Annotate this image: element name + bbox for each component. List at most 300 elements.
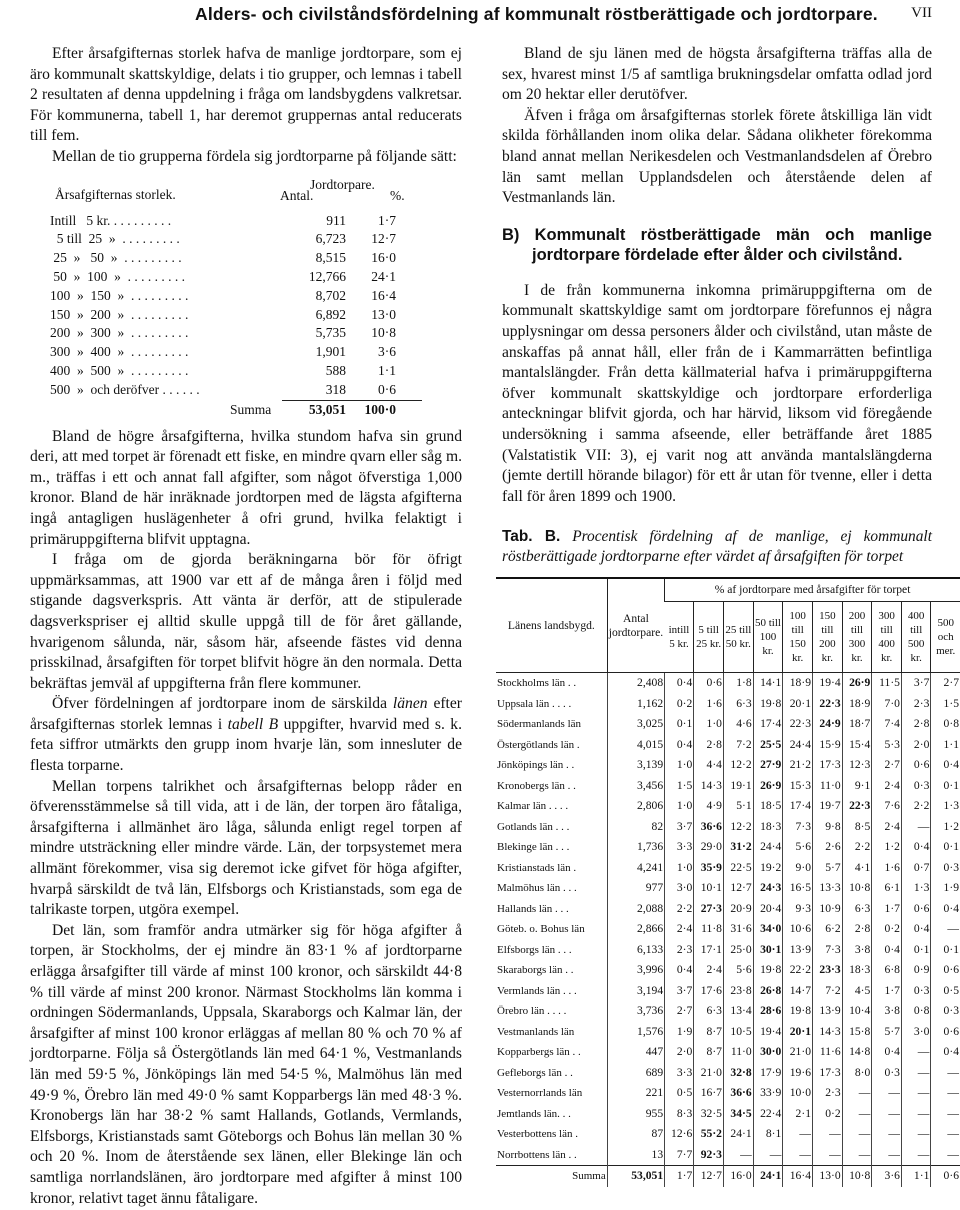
- row-value: —: [842, 1104, 872, 1125]
- row-value: 8·7: [694, 1042, 724, 1063]
- row-lan: Norrbottens län . .: [497, 1148, 577, 1161]
- row-value: 18·7: [842, 714, 872, 735]
- row-value: 1·9: [931, 878, 960, 899]
- row-value: 2·4: [665, 919, 694, 940]
- row-value: —: [901, 1042, 930, 1063]
- row-value: 13·9: [783, 940, 813, 961]
- row-lan: Blekinge län . . .: [497, 841, 570, 854]
- row-value: 13·0: [813, 1166, 843, 1187]
- row-pct: 16·0: [371, 250, 396, 266]
- row-label: 150 » 200 » . . . . . . . . .: [50, 306, 189, 322]
- row-lan: Vesterbottens län .: [497, 1128, 578, 1141]
- section-heading: B) Kommunalt röstberättigade män och manlige jordtorpare fördelade efter ålder och civilstånd.: [502, 225, 932, 264]
- table-row: [496, 755, 960, 776]
- row-value: —: [931, 1145, 960, 1166]
- row-value: 7·7: [665, 1145, 694, 1166]
- row-lan: Gotlands län . . .: [497, 820, 570, 833]
- row-label: Intill 5 kr. . . . . . . . . .: [50, 212, 172, 228]
- row-antal: 3,456: [607, 776, 664, 797]
- row-value: —: [842, 1145, 872, 1166]
- row-value: 1·0: [665, 755, 694, 776]
- row-value: 4·1: [842, 858, 872, 879]
- row-value: —: [901, 1145, 930, 1166]
- column-header-band: 5 till 25 kr.: [694, 602, 724, 673]
- row-value: 2·4: [872, 817, 902, 838]
- table-row: [496, 1083, 960, 1104]
- row-value: 32·5: [694, 1104, 724, 1125]
- row-value: 0·4: [931, 1042, 960, 1063]
- row-lan: Stockholms län . .: [497, 677, 577, 690]
- row-value: 2·0: [665, 1042, 694, 1063]
- table-row: [50, 268, 450, 286]
- row-pct: 10·8: [371, 325, 396, 341]
- row-pct: 24·1: [371, 268, 396, 284]
- row-value: 10·8: [842, 878, 872, 899]
- row-value: 22·5: [723, 858, 753, 879]
- row-value: 0·1: [931, 940, 960, 961]
- row-antal: 447: [607, 1042, 664, 1063]
- row-value: 0·6: [694, 673, 724, 694]
- row-pct: 3·6: [378, 344, 396, 360]
- row-value: 17·1: [694, 940, 724, 961]
- row-value: 11·6: [813, 1042, 843, 1063]
- row-value: 19·6: [783, 1063, 813, 1084]
- row-value: 36·6: [723, 1083, 753, 1104]
- row-value: 12·7: [723, 878, 753, 899]
- row-label: 300 » 400 » . . . . . . . . .: [50, 344, 189, 360]
- paragraph: Äfven i fråga om årsafgifternas storlek förete åtskilliga län vidt skilda förhållanden inom olika delar. Sådana olikheter förekomma bland annat mellan Nerikesdelen och Vestmanlandsdelen af Örebro län samt mellan Upplandsdelen och återstående delen af Vestmanlands län.: [502, 106, 932, 207]
- row-value: 4·6: [723, 714, 753, 735]
- row-value: 18·9: [842, 694, 872, 715]
- row-value: 18·3: [842, 960, 872, 981]
- column-header-band: 50 till 100 kr.: [753, 602, 783, 673]
- row-lan: Kopparbergs län . .: [497, 1046, 581, 1059]
- row-value: 9·8: [813, 817, 843, 838]
- sum-label: Summa: [230, 401, 272, 417]
- row-value: 1·0: [665, 858, 694, 879]
- row-antal: 8,515: [315, 250, 346, 266]
- table-row: [50, 212, 450, 230]
- row-value: 19·7: [813, 796, 843, 817]
- row-value: 8·5: [842, 817, 872, 838]
- row-value: 4·9: [694, 796, 724, 817]
- row-value: 14·3: [813, 1022, 843, 1043]
- row-lan: Göteb. o. Bohus län: [497, 923, 585, 936]
- table-row: [50, 287, 450, 305]
- row-pct: 1·1: [378, 362, 396, 378]
- row-value: —: [872, 1124, 902, 1145]
- row-value: 0·1: [931, 776, 960, 797]
- table-row: [50, 343, 450, 361]
- table-row: [50, 324, 450, 342]
- row-value: —: [783, 1145, 813, 1166]
- table-row: [496, 981, 960, 1002]
- row-value: 34·0: [753, 919, 783, 940]
- row-value: 31·2: [723, 837, 753, 858]
- row-value: 3·7: [665, 981, 694, 1002]
- row-value: —: [813, 1145, 843, 1166]
- column-header-antal: Antal jordtorpare.: [607, 578, 664, 673]
- row-value: 1·5: [665, 776, 694, 797]
- row-value: 9·0: [783, 858, 813, 879]
- row-lan: Skaraborgs län . .: [497, 964, 574, 977]
- table-row: [50, 362, 450, 380]
- row-value: 17·9: [753, 1063, 783, 1084]
- row-pct: 16·4: [371, 287, 396, 303]
- row-antal: 87: [607, 1124, 664, 1145]
- row-antal: 3,025: [607, 714, 664, 735]
- row-value: 2·1: [783, 1104, 813, 1125]
- row-value: 14·3: [694, 776, 724, 797]
- row-value: 3·6: [872, 1166, 902, 1187]
- row-value: 12·2: [723, 755, 753, 776]
- row-antal: 6,723: [315, 231, 346, 247]
- paragraph: I de från kommunerna inkomna primäruppgifterna om de kommunalt skattskyldige samt om jordtorpare förefunnos ej några upplysningar om dessa personers ålder och civilstånd, utan måste de anskaffas på annat håll, eller från de i Kammarrätten befintliga mantalslängder. Från detta källmaterial hafva i primäruppgifterna öfver kommunalt skattskyldige och jordtorpare erforderliga anteckningar blifvit gjorda, och har härvid, liksom vid föregående undersökning i samma afseende, eller beträffande året 1885 (Valstatistik VII: 3), ej varit nog att använda mantalslängderna (jemte dertill hörande bilagor) för ett år utan för tvenne, eller i detta fall för åren 1899 och 1900.: [502, 281, 932, 505]
- left-column: [30, 44, 462, 1209]
- row-value: 18·3: [753, 817, 783, 838]
- row-value: 0·4: [931, 755, 960, 776]
- row-value: 1·8: [723, 673, 753, 694]
- row-value: 2·8: [694, 735, 724, 756]
- table-row: [496, 1001, 960, 1022]
- row-value: —: [931, 919, 960, 940]
- row-value: 10·5: [723, 1022, 753, 1043]
- row-value: 32·8: [723, 1063, 753, 1084]
- row-lan: Vermlands län . . .: [497, 984, 577, 997]
- table-row: [50, 249, 450, 267]
- table-row: [50, 230, 450, 248]
- table-header-pct: %.: [390, 187, 405, 203]
- sum-antal: 53,051: [308, 401, 346, 417]
- row-value: 0·7: [901, 858, 930, 879]
- table-row: [50, 381, 450, 399]
- row-value: 0·4: [665, 735, 694, 756]
- row-antal: 6,892: [315, 306, 346, 322]
- row-value: 0·8: [931, 714, 960, 735]
- row-value: 2·2: [842, 837, 872, 858]
- row-value: 15·3: [783, 776, 813, 797]
- row-value: 0·3: [931, 1001, 960, 1022]
- row-value: 0·3: [931, 858, 960, 879]
- table-row: [496, 919, 960, 940]
- row-value: 19·4: [813, 673, 843, 694]
- row-value: 2·4: [694, 960, 724, 981]
- row-value: —: [872, 1083, 902, 1104]
- row-value: 20·4: [753, 899, 783, 920]
- row-value: 1·2: [931, 817, 960, 838]
- row-value: 3·3: [665, 837, 694, 858]
- column-header-band: 500 och mer.: [931, 602, 960, 673]
- row-value: 15·8: [842, 1022, 872, 1043]
- row-value: 5·3: [872, 735, 902, 756]
- row-antal: 221: [607, 1083, 664, 1104]
- row-antal: 13: [607, 1145, 664, 1166]
- row-value: 0·4: [665, 960, 694, 981]
- row-value: 0·2: [813, 1104, 843, 1125]
- row-value: 10·4: [842, 1001, 872, 1022]
- row-value: 6·3: [694, 1001, 724, 1022]
- paragraph: Bland de högre årsafgifterna, hvilka stundom hafva sin grund deri, att med torpet är förenadt ett fiske, en mindre qvarn eller såg m. m., träffas i ett och annat fall afgifter, som något öfverstiga 1,000 kronor. Bland de här inräknade jordtorpen med de lägsta afgifterna ingå antagligen huslägenheter å ofri grund, hvilka felaktigt i primäruppgifterna blifvit upptagna.: [30, 427, 462, 548]
- row-value: 1·3: [901, 878, 930, 899]
- row-antal: 911: [326, 212, 346, 228]
- row-value: 0·6: [931, 960, 960, 981]
- table-row: [496, 673, 960, 694]
- row-value: 30·1: [753, 940, 783, 961]
- row-lan: Östergötlands län .: [497, 738, 580, 751]
- page-header: [0, 4, 960, 26]
- paragraph: Efter årsafgifternas storlek hafva de manlige jordtorpare, som ej äro kommunalt skattskyldige, delats i tio grupper, och lemnas i tabell 2 resultaten af denna uppdelning i fråga om landsbygdens valkretsar. För kommunerna, tabell 1, har deremot gruppernas antal reducerats till fem.: [30, 45, 462, 145]
- row-value: 22·3: [783, 714, 813, 735]
- row-value: 20·9: [723, 899, 753, 920]
- row-value: 19·4: [753, 1022, 783, 1043]
- sum-pct: 100·0: [364, 401, 396, 417]
- row-value: 34·5: [723, 1104, 753, 1125]
- row-value: 28·6: [753, 1001, 783, 1022]
- row-value: 11·0: [813, 776, 843, 797]
- row-value: 7·3: [813, 940, 843, 961]
- row-value: 9·3: [783, 899, 813, 920]
- row-value: 2·7: [931, 673, 960, 694]
- row-value: 3·3: [665, 1063, 694, 1084]
- row-value: —: [723, 1145, 753, 1166]
- row-value: 1·3: [931, 796, 960, 817]
- row-lan: Summa: [496, 1166, 607, 1187]
- table-header-jordtorpare: Jordtorpare.: [310, 176, 375, 192]
- row-value: 7·6: [872, 796, 902, 817]
- row-value: 3·0: [901, 1022, 930, 1043]
- row-value: 19·8: [783, 1001, 813, 1022]
- row-value: 17·4: [783, 796, 813, 817]
- row-value: 2·3: [665, 940, 694, 961]
- row-value: 1·0: [665, 796, 694, 817]
- row-value: 5·7: [872, 1022, 902, 1043]
- row-value: 24·1: [723, 1124, 753, 1145]
- row-antal: 4,241: [607, 858, 664, 879]
- row-value: 2·2: [901, 796, 930, 817]
- row-lan: Jemtlands län. . .: [497, 1107, 571, 1120]
- row-value: —: [842, 1083, 872, 1104]
- row-value: 0·4: [901, 837, 930, 858]
- row-antal: 689: [607, 1063, 664, 1084]
- row-value: 3·0: [665, 878, 694, 899]
- row-antal: 8,702: [315, 287, 346, 303]
- row-value: 24·4: [783, 735, 813, 756]
- row-antal: 82: [607, 817, 664, 838]
- row-lan: Uppsala län . . . .: [497, 697, 572, 710]
- row-antal: 12,766: [308, 268, 346, 284]
- row-value: 25·0: [723, 940, 753, 961]
- row-value: 0·6: [931, 1022, 960, 1043]
- row-value: 3·8: [872, 1001, 902, 1022]
- row-value: 0·1: [901, 940, 930, 961]
- row-value: 1·7: [872, 899, 902, 920]
- row-value: 11·8: [694, 919, 724, 940]
- row-value: 14·7: [783, 981, 813, 1002]
- row-value: 2·0: [901, 735, 930, 756]
- row-value: 1·7: [872, 981, 902, 1002]
- row-label: 25 » 50 » . . . . . . . . .: [50, 250, 182, 266]
- row-antal: 977: [607, 878, 664, 899]
- paragraph: I fråga om de gjorda beräkningarna bör för öfrigt uppmärksammas, att 1900 var ett af de många åren i följd med stigande dagsverkspris. Att vänta är derför, att de stipulerade dagsverkspriser ej alltid skulle uppgå till de för året gällande, hvarigenom sålunda, när, såsom här, afseende fästes vid denna prisskilnad, årsafgiften för torpet blifvit högre än den normala. Detta bekräftas jemväl af uppgifterna från flere kommuner.: [30, 551, 462, 692]
- row-antal: 1,576: [607, 1022, 664, 1043]
- row-value: 10·9: [813, 899, 843, 920]
- row-value: 12·2: [723, 817, 753, 838]
- table-row: [496, 940, 960, 961]
- row-value: 36·6: [694, 817, 724, 838]
- fraction: 1/5: [619, 65, 640, 83]
- row-value: 23·8: [723, 981, 753, 1002]
- row-value: 18·9: [783, 673, 813, 694]
- row-value: 20·1: [783, 1022, 813, 1043]
- paragraph: Öfver fördelningen af jordtorpare inom de särskilda länen efter årsafgifternas storlek lemnas i tabell B uppgifter, hvarvid med s. k. feta siffror utmärkts den grupp inom hvarje län, som innesluter de flesta torparne.: [30, 695, 463, 775]
- row-value: 5·1: [723, 796, 753, 817]
- row-value: 8·7: [694, 1022, 724, 1043]
- row-value: 13·9: [813, 1001, 843, 1022]
- row-value: —: [872, 1145, 902, 1166]
- row-value: —: [931, 1063, 960, 1084]
- row-antal: 1,162: [607, 694, 664, 715]
- row-value: 24·4: [753, 837, 783, 858]
- row-value: 22·3: [842, 796, 872, 817]
- row-value: 4·5: [842, 981, 872, 1002]
- row-value: 2·3: [813, 1083, 843, 1104]
- row-value: 2·6: [813, 837, 843, 858]
- paragraph: Mellan de tio grupperna fördela sig jordtorparne på följande sätt:: [52, 147, 457, 165]
- table-row: [496, 1145, 960, 1166]
- row-value: 24·9: [813, 714, 843, 735]
- column-header-band: intill 5 kr.: [665, 602, 694, 673]
- row-value: 0·2: [872, 919, 902, 940]
- row-value: 6·2: [813, 919, 843, 940]
- row-value: 27·3: [694, 899, 724, 920]
- row-antal: 6,133: [607, 940, 664, 961]
- row-value: 15·4: [842, 735, 872, 756]
- row-value: 21·0: [783, 1042, 813, 1063]
- row-value: 12·3: [842, 755, 872, 776]
- table-row: [496, 899, 960, 920]
- row-value: 8·3: [665, 1104, 694, 1125]
- row-value: 26·8: [753, 981, 783, 1002]
- row-value: 19·8: [753, 694, 783, 715]
- row-value: 12·6: [665, 1124, 694, 1145]
- row-value: —: [901, 1063, 930, 1084]
- row-value: 0·6: [901, 755, 930, 776]
- row-value: 9·1: [842, 776, 872, 797]
- row-pct: 12·7: [371, 231, 396, 247]
- row-value: 2·8: [901, 714, 930, 735]
- column-header-band: 400 till 500 kr.: [901, 602, 930, 673]
- row-value: 0·4: [872, 940, 902, 961]
- row-value: 10·8: [842, 1166, 872, 1187]
- row-value: 10·6: [783, 919, 813, 940]
- table-header-antal: Antal.: [280, 187, 314, 203]
- row-value: 24·3: [753, 878, 783, 899]
- row-lan: Gefleborgs län . .: [497, 1066, 573, 1079]
- row-antal: 3,736: [607, 1001, 664, 1022]
- row-value: 6·8: [872, 960, 902, 981]
- row-pct: 0·6: [378, 381, 396, 397]
- table-row: [50, 306, 450, 324]
- row-lan: Kalmar län . . . .: [497, 800, 569, 813]
- row-value: 19·2: [753, 858, 783, 879]
- row-label: 200 » 300 » . . . . . . . . .: [50, 325, 189, 341]
- row-value: 1·6: [694, 694, 724, 715]
- row-value: 0·4: [665, 673, 694, 694]
- row-value: 7·4: [872, 714, 902, 735]
- row-value: —: [813, 1124, 843, 1145]
- row-value: 24·1: [753, 1166, 783, 1187]
- row-lan: Vesternorrlands län: [497, 1087, 583, 1100]
- row-value: 1·7: [665, 1166, 694, 1187]
- row-value: 26·9: [842, 673, 872, 694]
- row-antal: 1,736: [607, 837, 664, 858]
- row-value: 30·0: [753, 1042, 783, 1063]
- row-value: 25·5: [753, 735, 783, 756]
- row-value: 0·4: [931, 899, 960, 920]
- row-value: 16·4: [783, 1166, 813, 1187]
- row-value: 10·0: [783, 1083, 813, 1104]
- row-antal: 2,866: [607, 919, 664, 940]
- row-lan: Elfsborgs län . . .: [497, 943, 572, 956]
- row-lan: Södermanlands län: [497, 718, 582, 731]
- row-value: 1·2: [872, 837, 902, 858]
- paragraph: Det län, som framför andra utmärker sig för höga afgifter å torpen, är Stockholms, der ej mindre än 83·1 % af jordtorparne erlägga årsafgifter till värde af minst 100 kronor, och särskildt 44·8 % till värde af minst 200 kronor. Närmast Stockholms län komma i ordningen Södermanlands, Uppsala, Skaraborgs och Kalmar län, der årsafgifter af minst 100 kronor erläggas af mellan 80 % och 70 % af jordtorparne. Följa så Östergötlands län med 64·1 %, Vestmanlands län med 59·5 %, Jönköpings län med 54·5 %, Malmöhus län med 49·9 %, Örebro län med 49·0 % samt Kopparbergs län med 48·3 %. Kronobergs län har 38·2 % samt Hallands, Gotlands, Vermlands, Elfsborgs, Kristianstads samt Göteborgs och Bohus län mellan 30 % och 20 %. Inom de återstående sex länen, eller Blekinge län och samtliga norrlandslänen, äro jordtorpare med afgifter å minst 100 kronor, relativt taget ännu fåtaligare.: [30, 921, 462, 1207]
- row-lan: Hallands län . . .: [497, 902, 569, 915]
- row-value: 13·3: [813, 878, 843, 899]
- row-antal: 955: [607, 1104, 664, 1125]
- row-value: 6·3: [723, 694, 753, 715]
- table-caption: Tab. B. Procentisk fördelning af de manlige, ej kommunalt röstberättigade jordtorparne efter värdet af årsafgiften för torpet: [502, 528, 932, 566]
- row-antal: 5,735: [315, 325, 346, 341]
- table-header-storlek: Årsafgifternas storlek.: [55, 186, 176, 202]
- row-value: 2·4: [872, 776, 902, 797]
- row-value: —: [872, 1104, 902, 1125]
- row-value: 3·7: [665, 817, 694, 838]
- row-value: 11·5: [872, 673, 902, 694]
- row-value: 1·0: [694, 714, 724, 735]
- table-b: [496, 577, 960, 1187]
- row-value: 1·5: [931, 694, 960, 715]
- row-value: 21·2: [783, 755, 813, 776]
- row-value: 0·6: [931, 1166, 960, 1187]
- table-row-sum: [50, 401, 450, 419]
- table-row: [496, 1124, 960, 1145]
- row-value: 12·7: [694, 1166, 724, 1187]
- row-label: 50 » 100 » . . . . . . . . .: [50, 268, 185, 284]
- row-value: —: [931, 1104, 960, 1125]
- column-header-lan: Länens landsbygd.: [496, 578, 607, 673]
- row-antal: 53,051: [607, 1166, 664, 1187]
- row-value: 22·4: [753, 1104, 783, 1125]
- row-value: 17·3: [813, 1063, 843, 1084]
- table-row: [496, 1042, 960, 1063]
- row-antal: 3,139: [607, 755, 664, 776]
- row-value: 22·2: [783, 960, 813, 981]
- row-value: 2·8: [842, 919, 872, 940]
- row-value: 2·7: [872, 755, 902, 776]
- running-title: Alders- och civilståndsfördelning af kommunalt röstberättigade och jordtorpare.: [195, 4, 878, 24]
- group-summary-table: [50, 176, 450, 421]
- table-row: [496, 878, 960, 899]
- row-value: 6·1: [872, 878, 902, 899]
- row-value: —: [931, 1083, 960, 1104]
- row-value: 0·6: [901, 899, 930, 920]
- row-value: 22·3: [813, 694, 843, 715]
- table-row: [496, 837, 960, 858]
- row-value: 13·4: [723, 1001, 753, 1022]
- row-value: —: [901, 817, 930, 838]
- right-column: [497, 44, 959, 1187]
